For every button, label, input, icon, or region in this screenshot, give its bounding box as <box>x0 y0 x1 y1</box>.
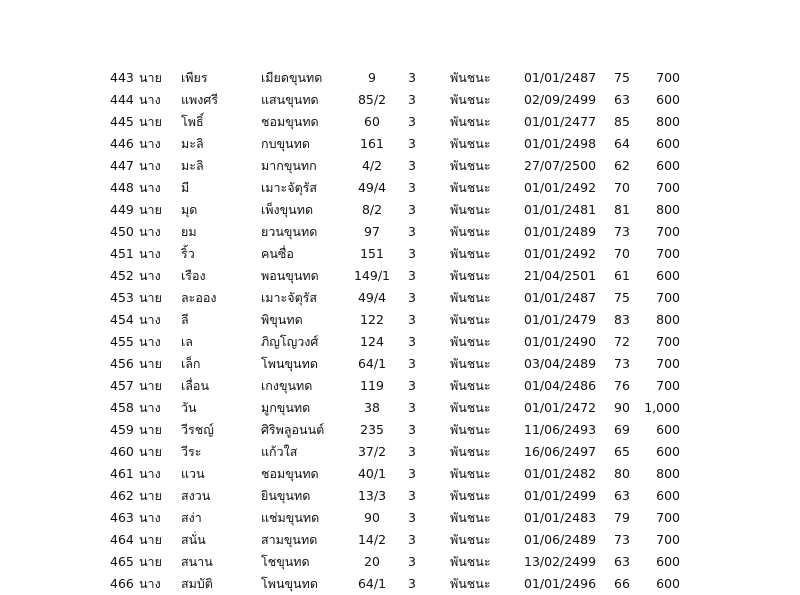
title-prefix-cell: นาย <box>139 114 162 129</box>
allowance-amount-cell: 700 <box>656 532 680 547</box>
house-number-cell: 64/1 <box>357 356 387 371</box>
table-row <box>0 67 800 89</box>
row-number-cell: 463 <box>110 510 134 525</box>
title-prefix-cell: นาง <box>139 246 161 261</box>
allowance-amount-cell: 600 <box>656 444 680 459</box>
first-name-cell: ริ้ว <box>181 246 195 261</box>
table-row <box>0 133 800 155</box>
title-prefix-cell: นาย <box>139 70 162 85</box>
house-number-cell: 64/1 <box>357 576 387 591</box>
allowance-amount-cell: 800 <box>656 466 680 481</box>
birth-date-cell: 01/01/2481 <box>524 202 597 217</box>
age-cell: 73 <box>614 532 630 547</box>
moo-number-cell: 3 <box>408 576 416 591</box>
row-number-cell: 455 <box>110 334 134 349</box>
age-cell: 85 <box>614 114 630 129</box>
title-prefix-cell: นาง <box>139 158 161 173</box>
last-name-cell: พอนขุนทด <box>261 268 319 283</box>
birth-date-cell: 03/04/2489 <box>524 356 597 371</box>
age-cell: 63 <box>614 92 630 107</box>
row-number-cell: 458 <box>110 400 134 415</box>
last-name-cell: โพนขุนทด <box>261 356 318 371</box>
row-number-cell: 457 <box>110 378 134 393</box>
age-cell: 81 <box>614 202 630 217</box>
moo-number-cell: 3 <box>408 158 416 173</box>
village-name-cell: พันชนะ <box>450 92 491 107</box>
title-prefix-cell: นาง <box>139 334 161 349</box>
title-prefix-cell: นาย <box>139 202 162 217</box>
moo-number-cell: 3 <box>408 510 416 525</box>
allowance-amount-cell: 1,000 <box>644 400 680 415</box>
row-number-cell: 453 <box>110 290 134 305</box>
title-prefix-cell: นาย <box>139 356 162 371</box>
birth-date-cell: 01/01/2492 <box>524 246 597 261</box>
village-name-cell: พันชนะ <box>450 532 491 547</box>
village-name-cell: พันชนะ <box>450 576 491 591</box>
birth-date-cell: 01/06/2489 <box>524 532 597 547</box>
first-name-cell: มี <box>181 180 190 195</box>
table-row <box>0 441 800 463</box>
birth-date-cell: 01/01/2487 <box>524 290 597 305</box>
age-cell: 66 <box>614 576 630 591</box>
row-number-cell: 446 <box>110 136 134 151</box>
first-name-cell: เลื่อน <box>181 378 209 393</box>
first-name-cell: สง่า <box>181 510 202 525</box>
moo-number-cell: 3 <box>408 180 416 195</box>
allowance-amount-cell: 800 <box>656 202 680 217</box>
title-prefix-cell: นาง <box>139 576 161 591</box>
row-number-cell: 449 <box>110 202 134 217</box>
first-name-cell: มะลิ <box>181 158 204 173</box>
birth-date-cell: 21/04/2501 <box>524 268 597 283</box>
moo-number-cell: 3 <box>408 422 416 437</box>
village-name-cell: พันชนะ <box>450 136 491 151</box>
table-row <box>0 529 800 551</box>
age-cell: 62 <box>614 158 630 173</box>
allowance-amount-cell: 600 <box>656 488 680 503</box>
first-name-cell: ยม <box>181 224 197 239</box>
title-prefix-cell: นาง <box>139 400 161 415</box>
first-name-cell: แวน <box>181 466 205 481</box>
house-number-cell: 13/3 <box>357 488 387 503</box>
row-number-cell: 445 <box>110 114 134 129</box>
age-cell: 75 <box>614 290 630 305</box>
table-row <box>0 199 800 221</box>
birth-date-cell: 01/04/2486 <box>524 378 597 393</box>
row-number-cell: 448 <box>110 180 134 195</box>
moo-number-cell: 3 <box>408 356 416 371</box>
village-name-cell: พันชนะ <box>450 114 491 129</box>
age-cell: 76 <box>614 378 630 393</box>
first-name-cell: ลี <box>181 312 189 327</box>
allowance-amount-cell: 700 <box>656 510 680 525</box>
allowance-amount-cell: 800 <box>656 312 680 327</box>
first-name-cell: สนั่น <box>181 532 206 547</box>
row-number-cell: 443 <box>110 70 134 85</box>
row-number-cell: 464 <box>110 532 134 547</box>
first-name-cell: เล <box>181 334 193 349</box>
birth-date-cell: 01/01/2483 <box>524 510 597 525</box>
house-number-cell: 122 <box>360 312 384 327</box>
moo-number-cell: 3 <box>408 136 416 151</box>
village-name-cell: พันชนะ <box>450 422 491 437</box>
first-name-cell: โพธิ์ <box>181 114 204 129</box>
title-prefix-cell: นาย <box>139 444 162 459</box>
last-name-cell: พิขุนทด <box>261 312 303 327</box>
house-number-cell: 161 <box>360 136 384 151</box>
birth-date-cell: 01/01/2492 <box>524 180 597 195</box>
village-name-cell: พันชนะ <box>450 202 491 217</box>
moo-number-cell: 3 <box>408 246 416 261</box>
age-cell: 70 <box>614 180 630 195</box>
birth-date-cell: 01/01/2496 <box>524 576 597 591</box>
last-name-cell: เมาะจัตุรัส <box>261 290 318 305</box>
title-prefix-cell: นาย <box>139 532 162 547</box>
first-name-cell: มะลิ <box>181 136 204 151</box>
row-number-cell: 465 <box>110 554 134 569</box>
village-name-cell: พันชนะ <box>450 290 491 305</box>
last-name-cell: ศิริพลูอนนต์ <box>261 422 325 437</box>
age-cell: 79 <box>614 510 630 525</box>
title-prefix-cell: นาย <box>139 422 162 437</box>
moo-number-cell: 3 <box>408 488 416 503</box>
house-number-cell: 60 <box>364 114 380 129</box>
last-name-cell: ภิญโญวงศ์ <box>261 334 319 349</box>
age-cell: 61 <box>614 268 630 283</box>
last-name-cell: มากขุนทก <box>261 158 317 173</box>
house-number-cell: 149/1 <box>353 268 391 283</box>
last-name-cell: ชอมขุนทด <box>261 466 319 481</box>
table-row <box>0 287 800 309</box>
allowance-amount-cell: 700 <box>656 180 680 195</box>
table-row <box>0 89 800 111</box>
first-name-cell: วีระ <box>181 444 202 459</box>
last-name-cell: แก้วใส <box>261 444 298 459</box>
house-number-cell: 4/2 <box>361 158 383 173</box>
house-number-cell: 85/2 <box>357 92 387 107</box>
table-row <box>0 419 800 441</box>
moo-number-cell: 3 <box>408 400 416 415</box>
birth-date-cell: 13/02/2499 <box>524 554 597 569</box>
row-number-cell: 466 <box>110 576 134 591</box>
birth-date-cell: 27/07/2500 <box>524 158 597 173</box>
age-cell: 64 <box>614 136 630 151</box>
village-name-cell: พันชนะ <box>450 356 491 371</box>
village-name-cell: พันชนะ <box>450 224 491 239</box>
birth-date-cell: 02/09/2499 <box>524 92 597 107</box>
birth-date-cell: 01/01/2490 <box>524 334 597 349</box>
table-row <box>0 485 800 507</box>
table-row <box>0 331 800 353</box>
moo-number-cell: 3 <box>408 268 416 283</box>
first-name-cell: สนาน <box>181 554 213 569</box>
title-prefix-cell: นาง <box>139 224 161 239</box>
table-row <box>0 221 800 243</box>
first-name-cell: สงวน <box>181 488 211 503</box>
moo-number-cell: 3 <box>408 554 416 569</box>
village-name-cell: พันชนะ <box>450 158 491 173</box>
allowance-amount-cell: 700 <box>656 224 680 239</box>
first-name-cell: เล็ก <box>181 356 201 371</box>
row-number-cell: 459 <box>110 422 134 437</box>
table-row <box>0 507 800 529</box>
title-prefix-cell: นาง <box>139 268 161 283</box>
table-row <box>0 573 800 595</box>
allowance-amount-cell: 700 <box>656 378 680 393</box>
last-name-cell: แสนขุนทด <box>261 92 319 107</box>
first-name-cell: เรือง <box>181 268 206 283</box>
table-row <box>0 375 800 397</box>
birth-date-cell: 01/01/2487 <box>524 70 597 85</box>
title-prefix-cell: นาง <box>139 466 161 481</box>
house-number-cell: 49/4 <box>357 290 387 305</box>
village-name-cell: พันชนะ <box>450 488 491 503</box>
birth-date-cell: 01/01/2482 <box>524 466 597 481</box>
house-number-cell: 124 <box>360 334 384 349</box>
allowance-amount-cell: 800 <box>656 114 680 129</box>
moo-number-cell: 3 <box>408 334 416 349</box>
age-cell: 69 <box>614 422 630 437</box>
village-name-cell: พันชนะ <box>450 70 491 85</box>
title-prefix-cell: นาง <box>139 92 161 107</box>
age-cell: 63 <box>614 488 630 503</box>
last-name-cell: เกงขุนทด <box>261 378 313 393</box>
age-cell: 75 <box>614 70 630 85</box>
last-name-cell: โชขุนทด <box>261 554 310 569</box>
village-name-cell: พันชนะ <box>450 180 491 195</box>
last-name-cell: สามขุนทด <box>261 532 318 547</box>
house-number-cell: 20 <box>364 554 380 569</box>
table-row <box>0 309 800 331</box>
birth-date-cell: 01/01/2479 <box>524 312 597 327</box>
allowance-amount-cell: 700 <box>656 334 680 349</box>
title-prefix-cell: นาง <box>139 510 161 525</box>
allowance-amount-cell: 700 <box>656 70 680 85</box>
house-number-cell: 8/2 <box>361 202 383 217</box>
house-number-cell: 49/4 <box>357 180 387 195</box>
last-name-cell: กบขุนทด <box>261 136 310 151</box>
row-number-cell: 461 <box>110 466 134 481</box>
row-number-cell: 444 <box>110 92 134 107</box>
age-cell: 90 <box>614 400 630 415</box>
village-name-cell: พันชนะ <box>450 378 491 393</box>
title-prefix-cell: นาง <box>139 136 161 151</box>
first-name-cell: วีรชญ์ <box>181 422 214 437</box>
moo-number-cell: 3 <box>408 92 416 107</box>
age-cell: 65 <box>614 444 630 459</box>
allowance-amount-cell: 600 <box>656 158 680 173</box>
house-number-cell: 235 <box>360 422 384 437</box>
title-prefix-cell: นาง <box>139 312 161 327</box>
allowance-amount-cell: 700 <box>656 290 680 305</box>
allowance-amount-cell: 600 <box>656 576 680 591</box>
last-name-cell: เมาะจัตุรัส <box>261 180 318 195</box>
row-number-cell: 451 <box>110 246 134 261</box>
house-number-cell: 119 <box>360 378 384 393</box>
age-cell: 63 <box>614 554 630 569</box>
age-cell: 83 <box>614 312 630 327</box>
village-name-cell: พันชนะ <box>450 400 491 415</box>
moo-number-cell: 3 <box>408 444 416 459</box>
row-number-cell: 454 <box>110 312 134 327</box>
moo-number-cell: 3 <box>408 532 416 547</box>
last-name-cell: มูกขุนทด <box>261 400 311 415</box>
first-name-cell: สมบัติ <box>181 576 213 591</box>
moo-number-cell: 3 <box>408 378 416 393</box>
house-number-cell: 90 <box>364 510 380 525</box>
first-name-cell: มุด <box>181 202 198 217</box>
row-number-cell: 452 <box>110 268 134 283</box>
last-name-cell: ยวนขุนทด <box>261 224 318 239</box>
beneficiary-table <box>0 67 800 595</box>
title-prefix-cell: นาย <box>139 488 162 503</box>
house-number-cell: 40/1 <box>357 466 387 481</box>
village-name-cell: พันชนะ <box>450 246 491 261</box>
house-number-cell: 38 <box>364 400 380 415</box>
allowance-amount-cell: 600 <box>656 554 680 569</box>
house-number-cell: 97 <box>364 224 380 239</box>
village-name-cell: พันชนะ <box>450 444 491 459</box>
village-name-cell: พันชนะ <box>450 268 491 283</box>
village-name-cell: พันชนะ <box>450 466 491 481</box>
table-row <box>0 551 800 573</box>
age-cell: 73 <box>614 224 630 239</box>
age-cell: 70 <box>614 246 630 261</box>
birth-date-cell: 01/01/2477 <box>524 114 597 129</box>
allowance-amount-cell: 600 <box>656 268 680 283</box>
table-row <box>0 243 800 265</box>
village-name-cell: พันชนะ <box>450 554 491 569</box>
table-row <box>0 463 800 485</box>
age-cell: 72 <box>614 334 630 349</box>
table-row <box>0 353 800 375</box>
house-number-cell: 14/2 <box>357 532 387 547</box>
last-name-cell: เมียดขุนทด <box>261 70 323 85</box>
table-row <box>0 155 800 177</box>
last-name-cell: โพนขุนทด <box>261 576 318 591</box>
village-name-cell: พันชนะ <box>450 312 491 327</box>
last-name-cell: ยินขุนทด <box>261 488 311 503</box>
allowance-amount-cell: 700 <box>656 246 680 261</box>
allowance-amount-cell: 600 <box>656 422 680 437</box>
last-name-cell: ชอมขุนทด <box>261 114 319 129</box>
table-row <box>0 177 800 199</box>
moo-number-cell: 3 <box>408 312 416 327</box>
row-number-cell: 456 <box>110 356 134 371</box>
birth-date-cell: 01/01/2498 <box>524 136 597 151</box>
first-name-cell: แพงศรี <box>181 92 219 107</box>
row-number-cell: 450 <box>110 224 134 239</box>
title-prefix-cell: นาย <box>139 290 162 305</box>
house-number-cell: 37/2 <box>357 444 387 459</box>
birth-date-cell: 01/01/2472 <box>524 400 597 415</box>
moo-number-cell: 3 <box>408 114 416 129</box>
birth-date-cell: 01/01/2489 <box>524 224 597 239</box>
allowance-amount-cell: 700 <box>656 356 680 371</box>
house-number-cell: 151 <box>360 246 384 261</box>
table-row <box>0 397 800 419</box>
title-prefix-cell: นาย <box>139 554 162 569</box>
village-name-cell: พันชนะ <box>450 334 491 349</box>
allowance-amount-cell: 600 <box>656 136 680 151</box>
last-name-cell: แช่มขุนทด <box>261 510 320 525</box>
last-name-cell: เพ็งขุนทด <box>261 202 314 217</box>
house-number-cell: 9 <box>368 70 376 85</box>
row-number-cell: 447 <box>110 158 134 173</box>
moo-number-cell: 3 <box>408 224 416 239</box>
title-prefix-cell: นาย <box>139 378 162 393</box>
age-cell: 73 <box>614 356 630 371</box>
moo-number-cell: 3 <box>408 202 416 217</box>
first-name-cell: ละออง <box>181 290 217 305</box>
title-prefix-cell: นาง <box>139 180 161 195</box>
birth-date-cell: 11/06/2493 <box>524 422 597 437</box>
moo-number-cell: 3 <box>408 466 416 481</box>
village-name-cell: พันชนะ <box>450 510 491 525</box>
birth-date-cell: 16/06/2497 <box>524 444 597 459</box>
moo-number-cell: 3 <box>408 290 416 305</box>
row-number-cell: 462 <box>110 488 134 503</box>
allowance-amount-cell: 600 <box>656 92 680 107</box>
moo-number-cell: 3 <box>408 70 416 85</box>
first-name-cell: เพียร <box>181 70 208 85</box>
table-row <box>0 111 800 133</box>
first-name-cell: วัน <box>181 400 197 415</box>
last-name-cell: คนซื่อ <box>261 246 294 261</box>
age-cell: 80 <box>614 466 630 481</box>
row-number-cell: 460 <box>110 444 134 459</box>
table-row <box>0 265 800 287</box>
birth-date-cell: 01/01/2499 <box>524 488 597 503</box>
